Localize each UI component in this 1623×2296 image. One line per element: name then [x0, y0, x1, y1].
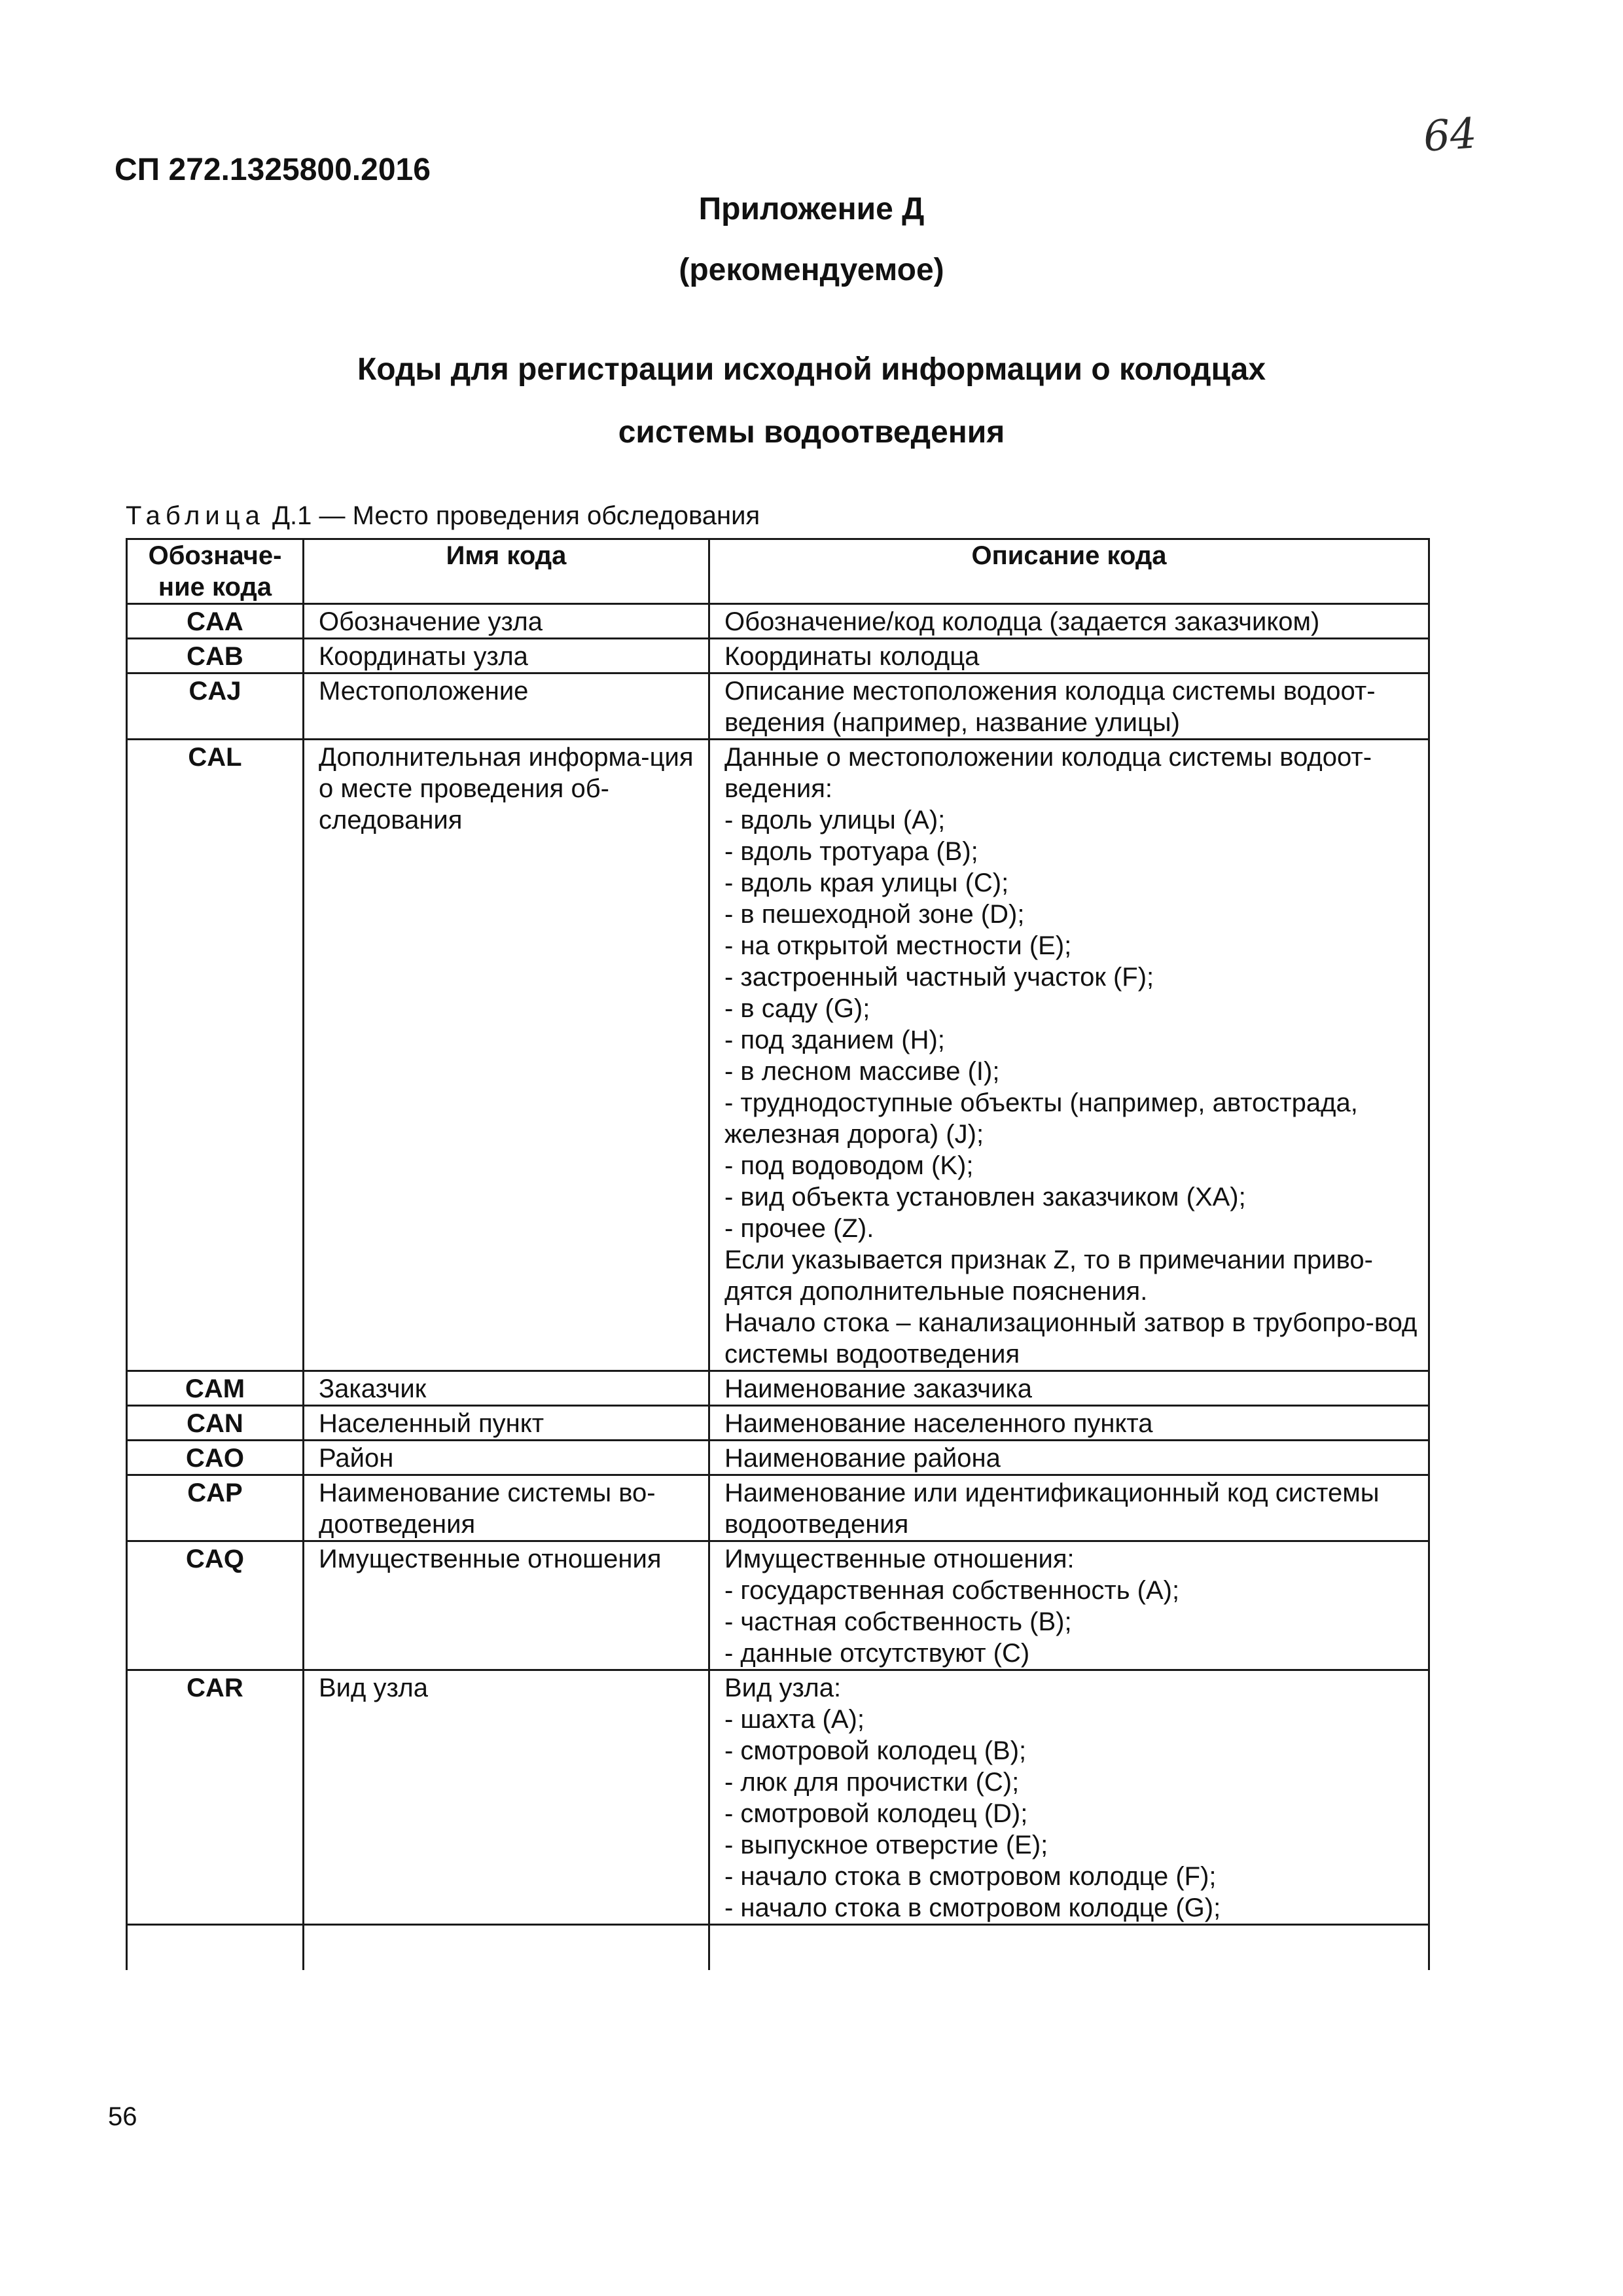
header-code-designation: Обозначе-ние кода [127, 539, 304, 604]
table-row [127, 1541, 1429, 1670]
name-cell: Обозначение узла [304, 604, 709, 639]
description-cell [709, 1541, 1429, 1670]
description-cell [709, 1475, 1429, 1541]
code-cell: CAO [127, 1441, 304, 1475]
description-line: - в лесном массиве (I); [724, 1057, 1000, 1086]
code-cell: CAM [127, 1371, 304, 1406]
table-row [127, 1406, 1429, 1441]
table-row [127, 740, 1429, 1371]
description-line: - застроенный частный участок (F); [724, 963, 1154, 992]
name-cell: Населенный пункт [304, 1406, 709, 1441]
name-cell: Координаты узла [304, 639, 709, 673]
table-row [127, 1475, 1429, 1541]
description-line: - начало стока в смотровом колодце (F); [724, 1862, 1217, 1891]
table-continuation-row [127, 1925, 1429, 1971]
description-cell [709, 604, 1429, 639]
description-line: - под водоводом (K); [724, 1151, 974, 1180]
description-line: - выпускное отверстие (E); [724, 1831, 1048, 1859]
description-line: Наименование населенного пункта [724, 1409, 1153, 1438]
page-number: 56 [108, 2102, 137, 2131]
description-line: - прочее (Z). [724, 1214, 874, 1243]
description-line: - вдоль края улицы (C); [724, 869, 1009, 897]
description-cell [709, 1406, 1429, 1441]
name-cell: Район [304, 1441, 709, 1475]
handwritten-page-number: 64 [1421, 109, 1478, 162]
appendix-subtitle: (рекомендуемое) [679, 253, 944, 287]
table-row [127, 604, 1429, 639]
description-line: - люк для прочистки (C); [724, 1768, 1020, 1797]
description-line: - смотровой колодец (D); [724, 1799, 1028, 1828]
document-code: СП 272.1325800.2016 [115, 152, 431, 187]
appendix-title: Приложение Д [698, 192, 925, 226]
description-line: - шахта (A); [724, 1705, 865, 1734]
name-cell: Дополнительная информа-ция о месте проведения об-следования [304, 740, 709, 1371]
code-cell: CAL [127, 740, 304, 1371]
code-cell: CAB [127, 639, 304, 673]
code-cell: CAQ [127, 1541, 304, 1670]
description-line: Координаты колодца [724, 642, 980, 671]
description-cell [709, 1371, 1429, 1406]
code-cell: CAP [127, 1475, 304, 1541]
description-line: - данные отсутствуют (C) [724, 1639, 1030, 1668]
code-cell: CAJ [127, 673, 304, 740]
table-caption [126, 501, 760, 531]
description-line: Наименование заказчика [724, 1374, 1032, 1403]
name-cell: Местоположение [304, 673, 709, 740]
table-row [127, 1371, 1429, 1406]
description-line: - вдоль тротуара (B); [724, 837, 978, 866]
description-line: - под зданием (H); [724, 1026, 945, 1054]
description-cell [709, 1441, 1429, 1475]
table-row [127, 1670, 1429, 1925]
codes-table [126, 538, 1430, 1970]
description-line: - смотровой колодец (B); [724, 1736, 1027, 1765]
continuation-cell [304, 1925, 709, 1971]
header-code-name: Имя кода [304, 539, 709, 604]
description-cell [709, 639, 1429, 673]
table-caption-prefix: Таблица [126, 501, 265, 530]
description-line: Данные о местоположении колодца системы водоот-ведения: [724, 743, 1372, 803]
description-line: - труднодоступные объекты (например, автострада, железная дорога) (J); [724, 1088, 1358, 1149]
description-line: Наименование или идентификационный код системы водоотведения [724, 1479, 1380, 1539]
section-heading-line-1: Коды для регистрации исходной информации о колодцах [357, 352, 1266, 387]
section-heading [0, 338, 1623, 464]
table-row [127, 1441, 1429, 1475]
continuation-cell [127, 1925, 304, 1971]
table-row [127, 639, 1429, 673]
description-line: - частная собственность (B); [724, 1607, 1072, 1636]
table-row [127, 673, 1429, 740]
table-caption-text: Д.1 — Место проведения обследования [264, 501, 760, 530]
code-cell: CAR [127, 1670, 304, 1925]
description-line: Обозначение/код колодца (задается заказчиком) [724, 607, 1320, 636]
description-line: - на открытой местности (E); [724, 931, 1072, 960]
description-cell [709, 740, 1429, 1371]
header-code-description: Описание кода [709, 539, 1429, 604]
name-cell: Вид узла [304, 1670, 709, 1925]
description-line: - в саду (G); [724, 994, 870, 1023]
name-cell: Наименование системы во-доотведения [304, 1475, 709, 1541]
description-line: - государственная собственность (A); [724, 1576, 1180, 1605]
table-body [127, 604, 1429, 1971]
description-line: Если указывается признак Z, то в примечании приво-дятся дополнительные пояснения. [724, 1246, 1373, 1306]
name-cell: Имущественные отношения [304, 1541, 709, 1670]
description-line: - вдоль улицы (A); [724, 806, 946, 834]
description-line: Начало стока – канализационный затвор в трубопро-вод системы водоотведения [724, 1308, 1418, 1369]
table-header-row [127, 539, 1429, 604]
code-cell: CAN [127, 1406, 304, 1441]
description-cell [709, 673, 1429, 740]
description-line: - в пешеходной зоне (D); [724, 900, 1025, 929]
description-line: Наименование района [724, 1444, 1001, 1473]
description-cell [709, 1670, 1429, 1925]
description-line: Вид узла: [724, 1674, 842, 1702]
name-cell: Заказчик [304, 1371, 709, 1406]
continuation-cell [709, 1925, 1429, 1971]
section-heading-line-2: системы водоотведения [618, 415, 1005, 450]
description-line: - начало стока в смотровом колодце (G); [724, 1893, 1221, 1922]
description-line: Описание местоположения колодца системы водоот-ведения (например, название улицы) [724, 677, 1376, 737]
description-line: - вид объекта установлен заказчиком (XA); [724, 1183, 1246, 1211]
description-line: Имущественные отношения: [724, 1545, 1075, 1573]
code-cell: CAA [127, 604, 304, 639]
